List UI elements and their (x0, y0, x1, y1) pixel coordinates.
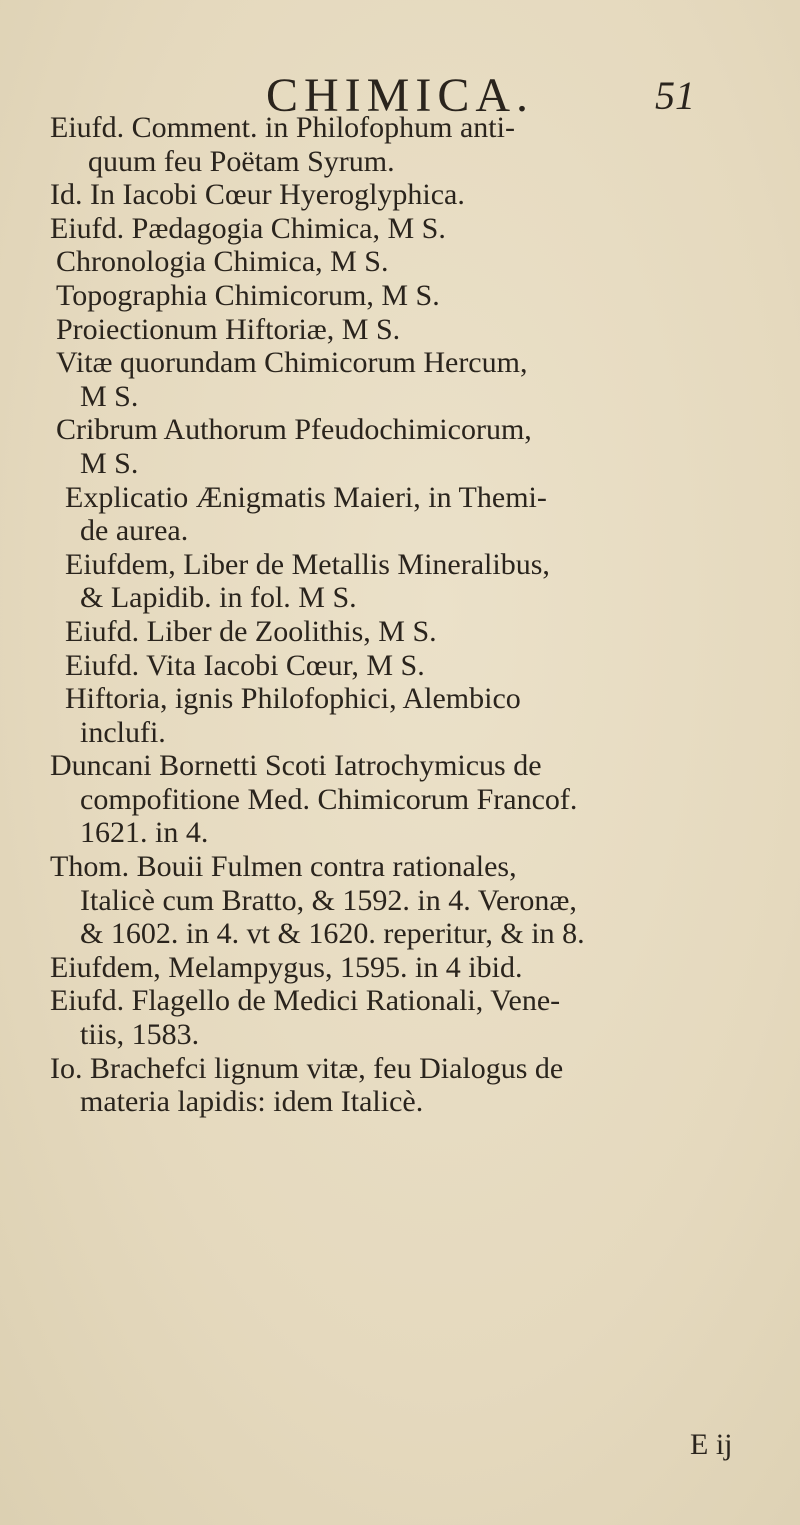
text-line: Topographia Chimicorum, M S. (56, 278, 440, 312)
text-line: Proiectionum Hiftoriæ, M S. (56, 312, 401, 346)
text-line: Id. In Iacobi Cœur Hyeroglyphica. (50, 178, 465, 212)
text-line: Eiufdem, Liber de Metallis Mineralibus, (65, 547, 550, 581)
text-line: Cribrum Authorum Pfeudochimicorum, (56, 413, 532, 447)
text-line: Eiufd. Vita Iacobi Cœur, M S. (65, 648, 425, 682)
text-line: inclufi. (80, 715, 166, 749)
text-line: M S. (80, 379, 139, 413)
text-line: Eiufd. Liber de Zoolithis, M S. (65, 614, 437, 648)
text-line: compofitione Med. Chimicorum Francof. (80, 782, 578, 816)
text-line: quum feu Poëtam Syrum. (88, 144, 395, 178)
text-line: tiis, 1583. (80, 1018, 200, 1052)
text-line: Vitæ quorundam Chimicorum Hercum, (56, 346, 528, 380)
text-line: Hiftoria, ignis Philofophici, Alembico (65, 682, 521, 716)
running-title: CHIMICA. (265, 69, 534, 122)
text-line: Explicatio Ænigmatis Maieri, in Themi- (65, 480, 547, 514)
text-line: & 1602. in 4. vt & 1620. reperitur, & in 8. (80, 917, 585, 951)
text-line: Eiufd. Flagello de Medici Rationali, Vene- (50, 984, 561, 1018)
text-line: Eiufd. Comment. in Philofophum anti- (50, 111, 515, 144)
text-line: de aurea. (80, 514, 189, 548)
text-line: M S. (80, 446, 139, 480)
bibliography-list (0, 110, 800, 1118)
text-line: Eiufd. Pædagogia Chimica, M S. (50, 211, 446, 245)
page-number: 51 (655, 73, 695, 118)
text-line: Chronologia Chimica, M S. (56, 245, 389, 279)
text-line: Duncani Bornetti Scoti Iatrochymicus de (50, 749, 542, 783)
text-line: materia lapidis: idem Italicè. (80, 1085, 424, 1119)
text-line: Italicè cum Bratto, & 1592. in 4. Veronæ, (80, 883, 577, 917)
text-line: Thom. Bouii Fulmen contra rationales, (50, 850, 517, 884)
signature-mark: E ij (690, 1428, 733, 1461)
text-line: Eiufdem, Melampygus, 1595. in 4 ibid. (50, 950, 523, 984)
text-line: 1621. in 4. (80, 816, 209, 850)
text-line: & Lapidib. in fol. M S. (80, 581, 357, 615)
text-line: Io. Brachefci lignum vitæ, feu Dialogus de (50, 1051, 564, 1085)
